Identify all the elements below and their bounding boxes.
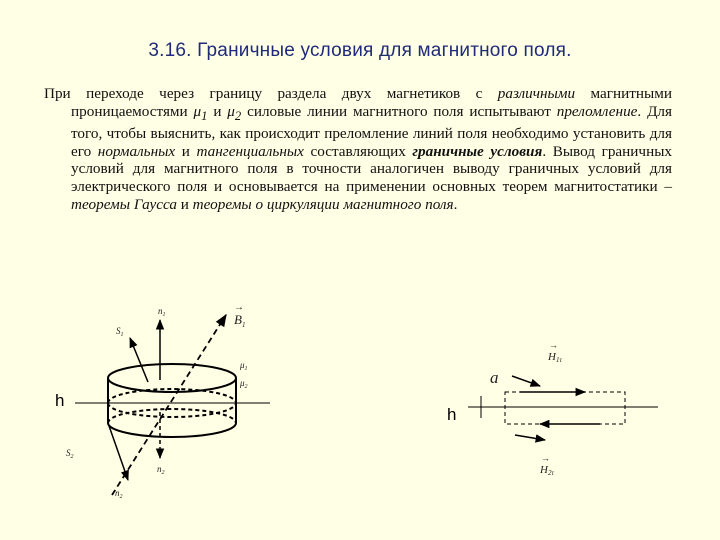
label-B1-vector: → xyxy=(234,302,244,313)
body-paragraph: При переходе через границу раздела двух магнетиков с различными магнитными проницаемостями $\mu_1$ и $\mu_2$ силовые линии магнитного поля испытывают преломление. Для того, чтобы выяснить, как происходит преломление линий поля необходимо установить для его нормальных и тангенциальных составляющих граничные условия. Вывод граничных условий для магнитного поля в точности аналогичен выводу граничных условий для электрического поля и основывается на применении основных теорем магнитостатики – теоремы Гаусса и теоремы о циркуляции магнитного поля. xyxy=(44,85,672,213)
label-B1: $B_1$ xyxy=(234,312,246,329)
label-n1: $n_1$ xyxy=(158,306,166,318)
label-h-left: h xyxy=(55,391,65,410)
field-line-B xyxy=(112,315,226,495)
label-S1: $S_1$ xyxy=(116,326,124,338)
cylinder-bottom-back xyxy=(108,409,236,423)
label-h-right: h xyxy=(447,405,457,424)
arrow-H2-tangential xyxy=(515,435,545,440)
boundary-figures xyxy=(0,290,720,540)
cylinder-top xyxy=(108,364,236,392)
label-mu1: $\mu_1$ xyxy=(240,360,248,372)
label-mu2: $\mu_2$ xyxy=(240,378,248,390)
s1-normal-arrow xyxy=(130,338,148,382)
gauss-cylinder-figure xyxy=(55,302,270,500)
cylinder-middle-front xyxy=(108,403,236,417)
label-n2: $n_2$ xyxy=(157,464,165,476)
cylinder-bottom-front xyxy=(108,423,236,437)
label-a: a xyxy=(490,368,499,387)
arrow-H1-tangential xyxy=(512,376,540,386)
label-H1-vector: → xyxy=(549,340,558,350)
label-n2-bottom: $n_2$ xyxy=(115,488,123,500)
mu1-symbol: $\mu_1$ xyxy=(193,102,208,123)
label-H1: H1τ xyxy=(548,351,562,364)
contour-rect xyxy=(505,392,625,424)
mu2-symbol: $\mu_2$ xyxy=(227,102,242,123)
circulation-contour-figure xyxy=(447,340,658,477)
label-H2-vector: → xyxy=(541,453,550,463)
page-title: 3.16. Граничные условия для магнитного поля. xyxy=(148,40,572,61)
label-S2: $S_2$ xyxy=(66,448,74,460)
label-H2: H2τ xyxy=(540,464,554,477)
